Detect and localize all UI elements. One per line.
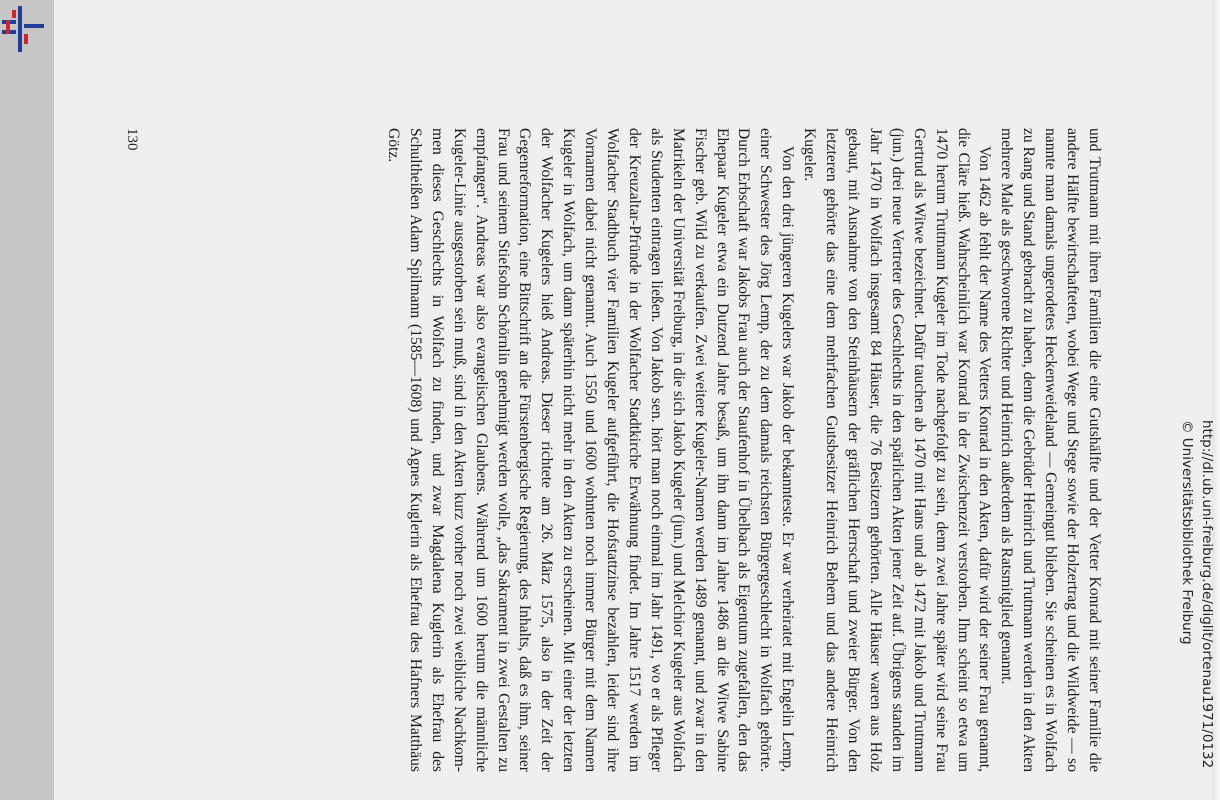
copyright-notice: © Universitätsbibliothek Freiburg (1179, 420, 1195, 645)
paragraph: Von 1462 ab fehlt der Name des Vetters Konrad in den Akten, dafür wird der seiner Frau genannt, die Cläre hieß. Wahrscheinlich war Konrad in der Zwischenzeit verstorben. Ihm scheint so etwa um 1470 herum Trutmann Kugeler im Tode nachgefolgt zu sein, denn zwei Jahre später wird seine Frau Gertrud als Witwe bezeichnet. Dafür tauchen ab 1470 mit Hans und ab 1472 mit Jakob und Trutmann (jun.) drei neue Vertreter des Geschlechts in den spärlichen Akten jener Zeit auf. Übrigens standen im Jahr 1470 in Wolfach insgesamt 84 Häuser, die 76 Besitzern gehörten. Alle Häuser waren aus Holz gebaut, mit Ausnahme von den Steinhäusern der gräflichen Herrschaft und zweier Bürger. Von den letzteren gehörte das eine dem mehrfachen Gutsbesitzer Heinrich Behem und das andere Heinrich Kugeler. (801, 128, 994, 772)
viewer-sidebar (0, 0, 54, 800)
rotated-page-content (105, 0, 1105, 800)
source-footer (1179, 420, 1215, 800)
paragraph: und Trutmann mit ihren Familien die eine Gutshälfte und der Vetter Konrad mit seiner Familie die andere Hälfte bewirtschafteten, wobei Wege und Stege sowie der Holzertrag und die Wildweide — so nannte man damals ungerodetes Heckenweideland — Gemeingut blieben. Sie scheinen es in Wolfach zu Rang und Stand gebracht zu haben, denn die Gebrüder Heinrich und Trutmann werden in den Akten mehrere Male als geschworene Richter und Heinrich außerdem als Ratsmitglied genannt. (998, 128, 1103, 772)
library-logo-icon (2, 6, 46, 52)
body-text (382, 128, 1105, 772)
paragraph: Von den drei jüngeren Kugelers war Jakob der bekannteste. Er war verheiratet mit Engelin Lemp, einer Schwester des Jörg Lemp, der zu dem damals reichsten Bürgergeschlecht in Wolfach gehörte. Durch Erbschaft war Jakobs Frau auch der Staufenhof in Übelbach als Eigentum zugefallen, den das Ehepaar Kugeler etwa ein Dutzend Jahre besaß, um ihn dann im Jahre 1486 an die Witwe Sabine Fischer geb. Wild zu verkaufen. Zwei weitere Kugeler-Namen werden 1489 genannt, und zwar in den Matrikeln der Universität Freiburg, in die sich Jakob Kugeler (jun.) und Melchior Kugeler aus Wolfach als Studenten eintragen ließen. Von Jakob sen. hört man noch einmal im Jahr 1491, wo er als Pfleger der Kreuzaltar-Pfründe in der Wolfacher Stadtkirche Erwähnung findet. Im Jahre 1517 werden im Wolfacher Stadtbuch vier Familien Kugeler aufgeführt, die Hofstattzinse bezahlen, leider sind ihre Vornamen dabei nicht genannt. Auch 1550 und 1600 wohnten noch immer Bürger mit dem Namen Kugeler in Wolfach, um dann späterhin nicht mehr in den Akten zu erscheinen. Mit einer der letzten der Wolfacher Kugelers hieß Andreas. Dieser richtete am 26. März 1575, also in der Zeit der Gegenreformation, eine Bittschrift an die Fürstenbergische Regierung, des Inhalts, daß es ihm, seiner Frau und seinem Stiefsohn Schörnlin genehmigt werden wolle, „das Sakrament in zwei Gestalten zu empfangen“. Andreas war also evangelischen Glaubens. Während um 1600 herum die männliche Kugeler-Linie ausgestorben sein muß, sind in den Akten kurz vorher noch zwei weibliche Nachkommen dieses Geschlechts in Wolfach zu finden, und zwar Magdalena Kuglerin als Ehefrau des Schultheißen Adam Spilmann (1585—1608) und Agnes Kuglerin als Ehefrau des Hafners Matthäus Götz. (385, 128, 797, 772)
page-number: 130 (124, 128, 140, 151)
source-url-link[interactable]: http://dl.ub.uni-freiburg.de/diglit/ortenau1971/0132 (1199, 420, 1215, 769)
